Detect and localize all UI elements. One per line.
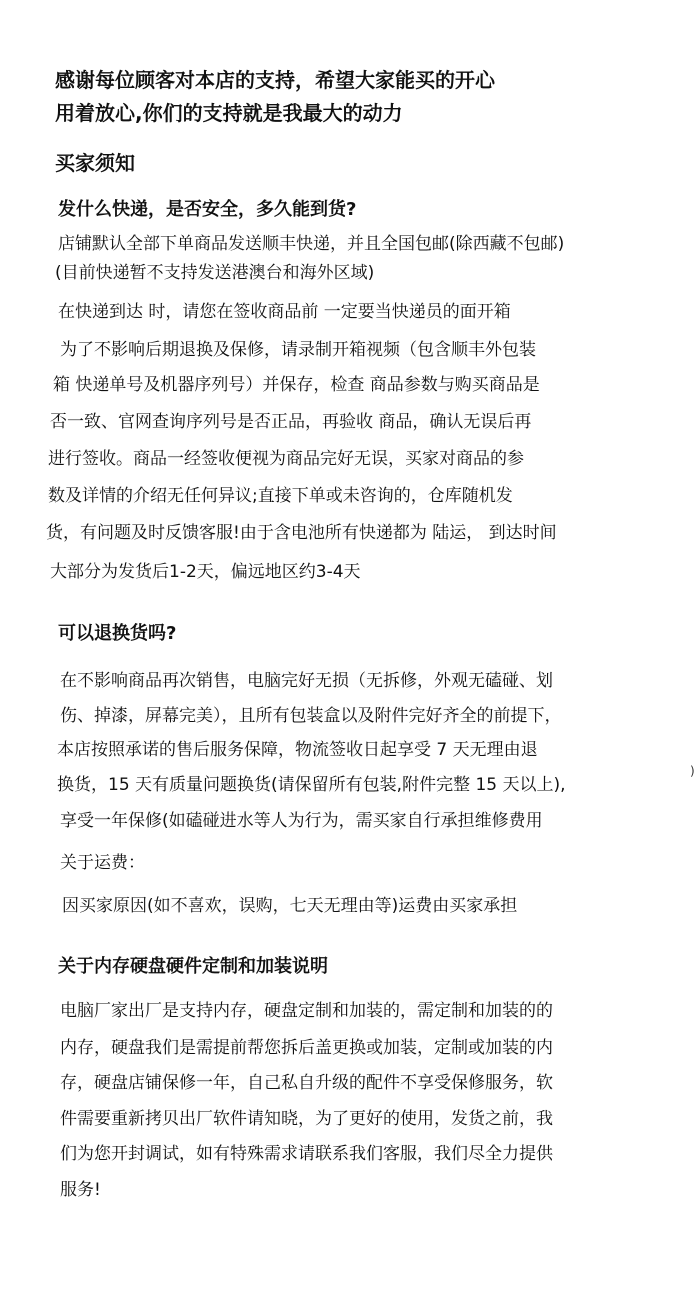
shipping-line: 货，有问题及时反馈客服!由于含电池所有快递都为 陆运， 到达时间 xyxy=(46,523,557,543)
shipping-line: 在快递到达 时，请您在签收商品前 一定要当快递员的面开箱 xyxy=(58,302,511,322)
storage-line: 存，硬盘店铺保修一年，自己私自升级的配件不享受保修服务，软 xyxy=(60,1073,553,1093)
returns-line: 本店按照承诺的售后服务保障，物流签收日起享受 7 天无理由退 xyxy=(57,740,538,760)
returns-line: 伤、掉漆，屏幕完美），且所有包装盒以及附件完好齐全的前提下， xyxy=(60,706,562,726)
storage-heading: 关于内存硬盘硬件定制和加装说明 xyxy=(58,956,328,977)
stray-parenthesis: ) xyxy=(690,764,695,778)
shipping-heading: 发什么快递，是否安全，多久能到货? xyxy=(58,199,357,220)
shipping-line: 店铺默认全部下单商品发送顺丰快递，并且全国包邮(除西藏不包邮) xyxy=(58,234,565,254)
returns-line: 在不影响商品再次销售，电脑完好无损（无拆修，外观无磕碰、划 xyxy=(60,671,553,691)
notice-title: 买家须知 xyxy=(55,151,135,175)
shipping-line: 数及详情的介绍无任何异议;直接下单或未咨询的，仓库随机发 xyxy=(48,486,513,506)
storage-line: 内存，硬盘我们是需提前帮您拆后盖更换或加装，定制或加装的内 xyxy=(60,1038,553,1058)
shipping-line: 箱 快递单号及机器序列号）并保存，检查 商品参数与购买商品是 xyxy=(53,375,540,395)
shipping-line: 为了不影响后期退换及保修，请录制开箱视频（包含顺丰外包装 xyxy=(60,340,536,360)
intro-line-2: 用着放心,你们的支持就是我最大的动力 xyxy=(55,101,403,125)
shipping-line: 进行签收。商品一经签收便视为商品完好无误，买家对商品的参 xyxy=(48,449,524,469)
returns-heading: 可以退换货吗? xyxy=(58,623,177,644)
storage-line: 们为您开封调试，如有特殊需求请联系我们客服，我们尽全力提供 xyxy=(60,1144,553,1164)
shipping-line: 大部分为发货后1-2天，偏远地区约3-4天 xyxy=(50,562,361,582)
freight-line: 因买家原因(如不喜欢，误购，七天无理由等)运费由买家承担 xyxy=(62,896,518,916)
storage-line: 件需要重新拷贝出厂软件请知晓，为了更好的使用，发货之前，我 xyxy=(60,1109,553,1129)
shipping-line: (目前快递暂不支持发送港澳台和海外区域) xyxy=(55,263,375,283)
storage-line: 服务! xyxy=(60,1180,101,1200)
freight-heading: 关于运费： xyxy=(60,853,145,873)
intro-line-1: 感谢每位顾客对本店的支持，希望大家能买的开心 xyxy=(55,68,495,92)
returns-line: 享受一年保修(如磕碰进水等人为行为，需买家自行承担维修费用 xyxy=(60,811,543,831)
returns-line: 换货，15 天有质量问题换货(请保留所有包装,附件完整 15 天以上), xyxy=(57,775,566,795)
shipping-line: 否一致、官网查询序列号是否正品，再验收 商品，确认无误后再 xyxy=(50,412,532,432)
storage-line: 电脑厂家出厂是支持内存，硬盘定制和加装的，需定制和加装的的 xyxy=(60,1001,553,1021)
